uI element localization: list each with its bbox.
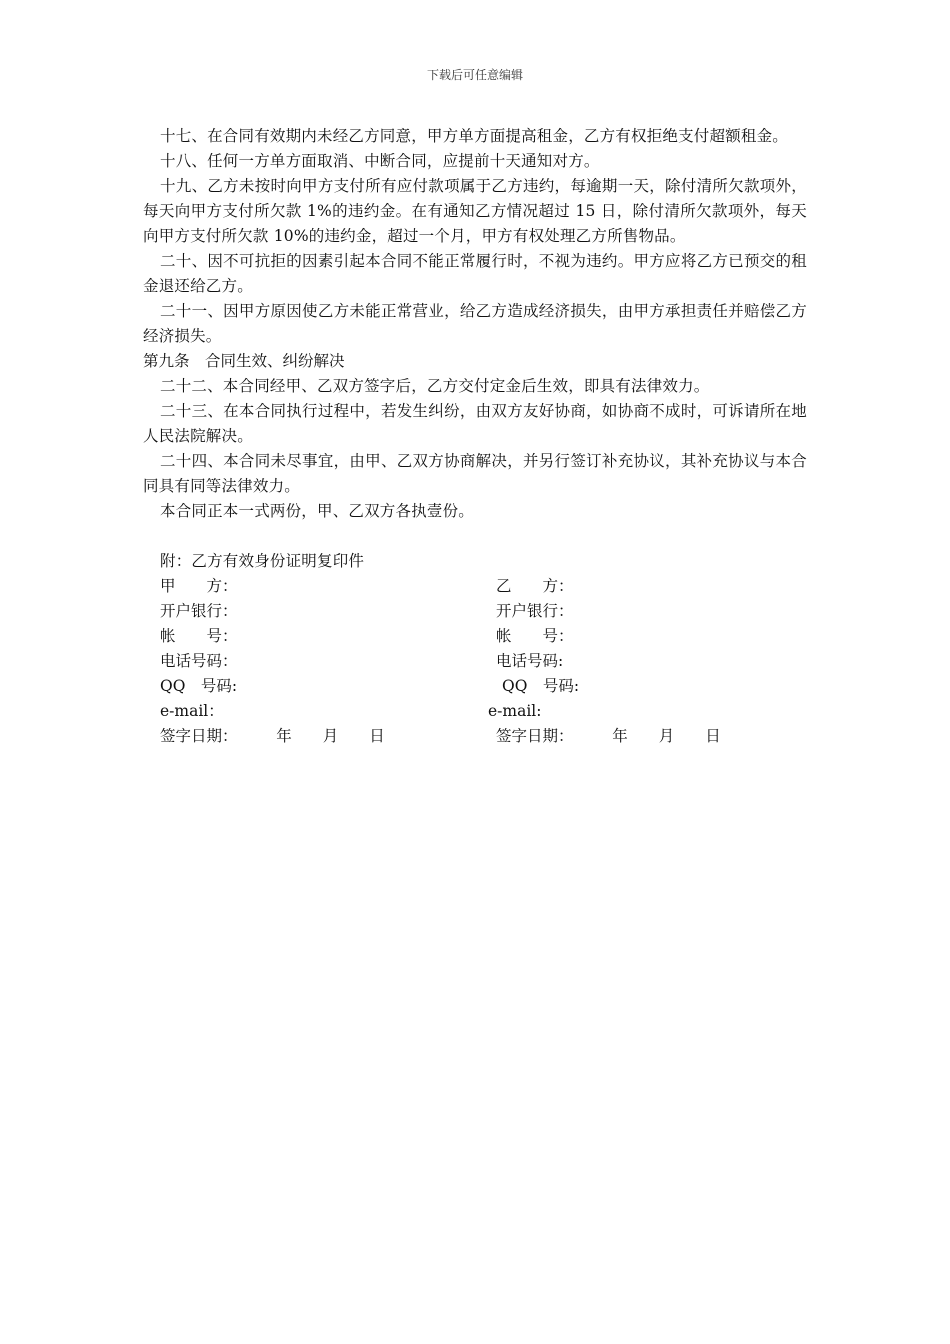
clause-24: 二十四、本合同未尽事宜，由甲、乙双方协商解决，并另行签订补充协议，其补充协议与本合同具有同等法律效力。	[143, 452, 807, 495]
signature-row-qq	[143, 674, 807, 699]
signature-row-party	[143, 574, 807, 599]
blank-line	[143, 524, 807, 549]
email-b-label: e-mail:	[488, 702, 542, 720]
clause-22: 二十二、本合同经甲、乙双方签字后，乙方交付定金后生效，即具有法律效力。	[160, 377, 710, 395]
document-body	[143, 124, 807, 749]
party-b-label: 乙 方：	[496, 577, 574, 595]
section-9-title: 第九条 合同生效、纠纷解决	[143, 352, 345, 370]
clause-23: 二十三、在本合同执行过程中，若发生纠纷，由双方友好协商，如协商不成时，可诉请所在地人民法院解决。	[143, 402, 807, 445]
signature-row-account	[143, 624, 807, 649]
bank-a-label: 开户银行：	[160, 602, 238, 620]
page-header: 下载后可任意编辑	[426, 68, 523, 82]
attachment-note: 附：乙方有效身份证明复印件	[160, 552, 365, 570]
clause-21: 二十一、因甲方原因使乙方未能正常营业，给乙方造成经济损失，由甲方承担责任并赔偿乙方经济损失。	[143, 302, 807, 345]
bank-b-label: 开户银行：	[496, 602, 574, 620]
clause-17: 十七、在合同有效期内未经乙方同意，甲方单方面提高租金，乙方有权拒绝支付超额租金。	[160, 127, 789, 145]
signature-row-email	[143, 699, 807, 724]
copies-statement: 本合同正本一式两份，甲、乙双方各执壹份。	[160, 502, 475, 520]
clause-20: 二十、因不可抗拒的因素引起本合同不能正常履行时，不视为违约。甲方应将乙方已预交的租金退还给乙方。	[143, 252, 807, 295]
clause-18: 十八、任何一方单方面取消、中断合同，应提前十天通知对方。	[160, 152, 600, 170]
account-b-label: 帐 号：	[496, 627, 574, 645]
date-b-label: 签字日期： 年 月 日	[496, 727, 721, 745]
qq-a-label: QQ 号码:	[160, 677, 238, 695]
email-a-label: e-mail：	[160, 702, 224, 720]
party-a-label: 甲 方：	[160, 577, 238, 595]
qq-b-label: QQ 号码:	[502, 677, 580, 695]
clause-19: 十九、乙方未按时向甲方支付所有应付款项属于乙方违约，每逾期一天，除付清所欠款项外，每天向甲方支付所欠款 1%的违约金。在有通知乙方情况超过 15 日，除付清所欠款项外，每天向甲方支付所欠款 10%的违约金，超过一个月，甲方有权处理乙方所售物品。	[143, 177, 807, 245]
signature-row-phone	[143, 649, 807, 674]
phone-b-label: 电话号码:	[496, 652, 564, 670]
signature-row-date	[143, 724, 807, 749]
account-a-label: 帐 号：	[160, 627, 238, 645]
date-a-label: 签字日期： 年 月 日	[160, 727, 385, 745]
signature-row-bank	[143, 599, 807, 624]
phone-a-label: 电话号码：	[160, 652, 238, 670]
